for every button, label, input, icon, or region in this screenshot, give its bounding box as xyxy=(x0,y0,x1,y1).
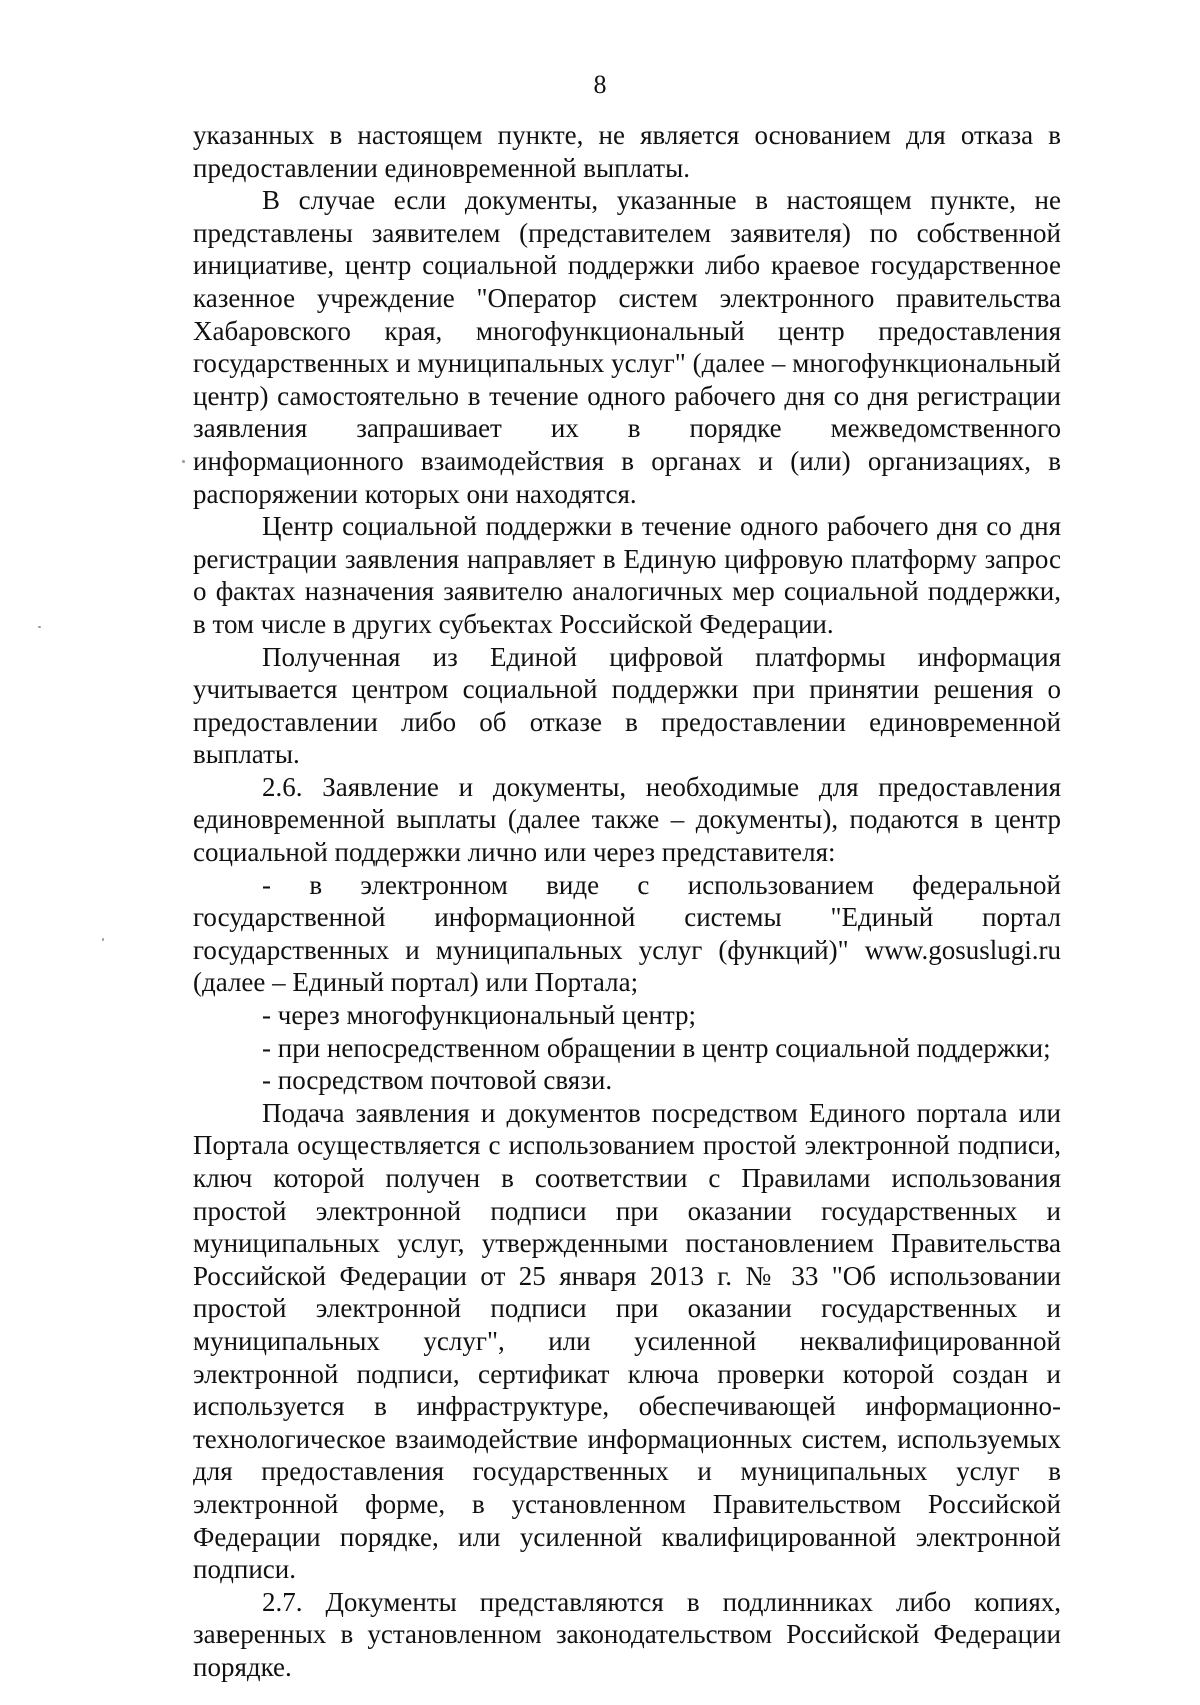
list-item-multifunctional-center: - через многофункциональный центр; xyxy=(262,1000,697,1031)
paragraph-section-2-6: 2.6. Заявление и документы, необходимые для предоставления единовременной выплаты (далее также – документы), подаются в центр социальной поддержки лично или через представителя: xyxy=(193,771,1061,868)
paragraph-platform-information: Полученная из Единой цифровой платформы информация учитывается центром социальной поддержки при принятии решения о предоставлении либо об отказе в предоставлении единовременной выплаты. xyxy=(193,641,1061,770)
list-item-postal: - посредством почтовой связи. xyxy=(262,1065,613,1096)
scan-speck xyxy=(102,938,104,941)
paragraph-documents-not-submitted: В случае если документы, указанные в настоящем пункте, не представлены заявителем (представителем заявителя) по собственной инициативе, центр социальной поддержки либо краевое государственное казенное учреждение "Оператор систем электронного правительства Хабаровского края, многофункциональный центр предоставления государственных и муниципальных услуг" (далее – многофункциональный центр) самостоятельно в течение одного рабочего дня со дня регистрации заявления запрашивает их в порядке межведомственного информационного взаимодействия в органах и (или) организациях, в распоряжении которых они находятся. xyxy=(193,185,1061,509)
paragraph-digital-platform-request: Центр социальной поддержки в течение одного рабочего дня со дня регистрации заявления направляет в Единую цифровую платформу запрос о фактах назначения заявителю аналогичных мер социальной поддержки, в том числе в других субъектах Российской Федерации. xyxy=(193,511,1061,639)
scan-speck xyxy=(182,460,185,463)
page-number: 8 xyxy=(593,70,607,99)
list-item-electronic: - в электронном виде с использованием федеральной государственной информационной системы "Единый портал государственных и муниципальных услуг (функций)" www.gosuslugi.ru (далее – Единый портал) или Портала; xyxy=(193,869,1061,998)
scan-speck xyxy=(38,626,41,628)
paragraph-continuation: указанных в настоящем пункте, не является основанием для отказа в предоставлении единовременной выплаты. xyxy=(193,120,1061,183)
document-body xyxy=(193,119,1061,1684)
paragraph-electronic-signature: Подача заявления и документов посредством Единого портала или Портала осуществляется с использованием простой электронной подписи, ключ которой получен в соответствии с Правилами использования простой электронной подписи при оказании государственных и муниципальных услуг, утвержденными постановлением Правительства Российской Федерации от 25 января 2013 г. № 33 "Об использовании простой электронной подписи при оказании государственных и муниципальных услуг", или усиленной неквалифицированной электронной подписи, сертификат ключа проверки которой создан и используется в инфраструктуре, обеспечивающей информационно-технологическое взаимодействие информационных систем, используемых для предоставления государственных и муниципальных услуг в электронной форме, в установленном Правительством Российской Федерации порядке, или усиленной квалифицированной электронной подписи. xyxy=(193,1097,1061,1585)
list-item-direct-visit: - при непосредственном обращении в центр социальной поддержки; xyxy=(262,1032,1051,1063)
paragraph-section-2-7: 2.7. Документы представляются в подлинниках либо копиях, заверенных в установленном законодательством Российской Федерации порядке. xyxy=(193,1586,1061,1682)
